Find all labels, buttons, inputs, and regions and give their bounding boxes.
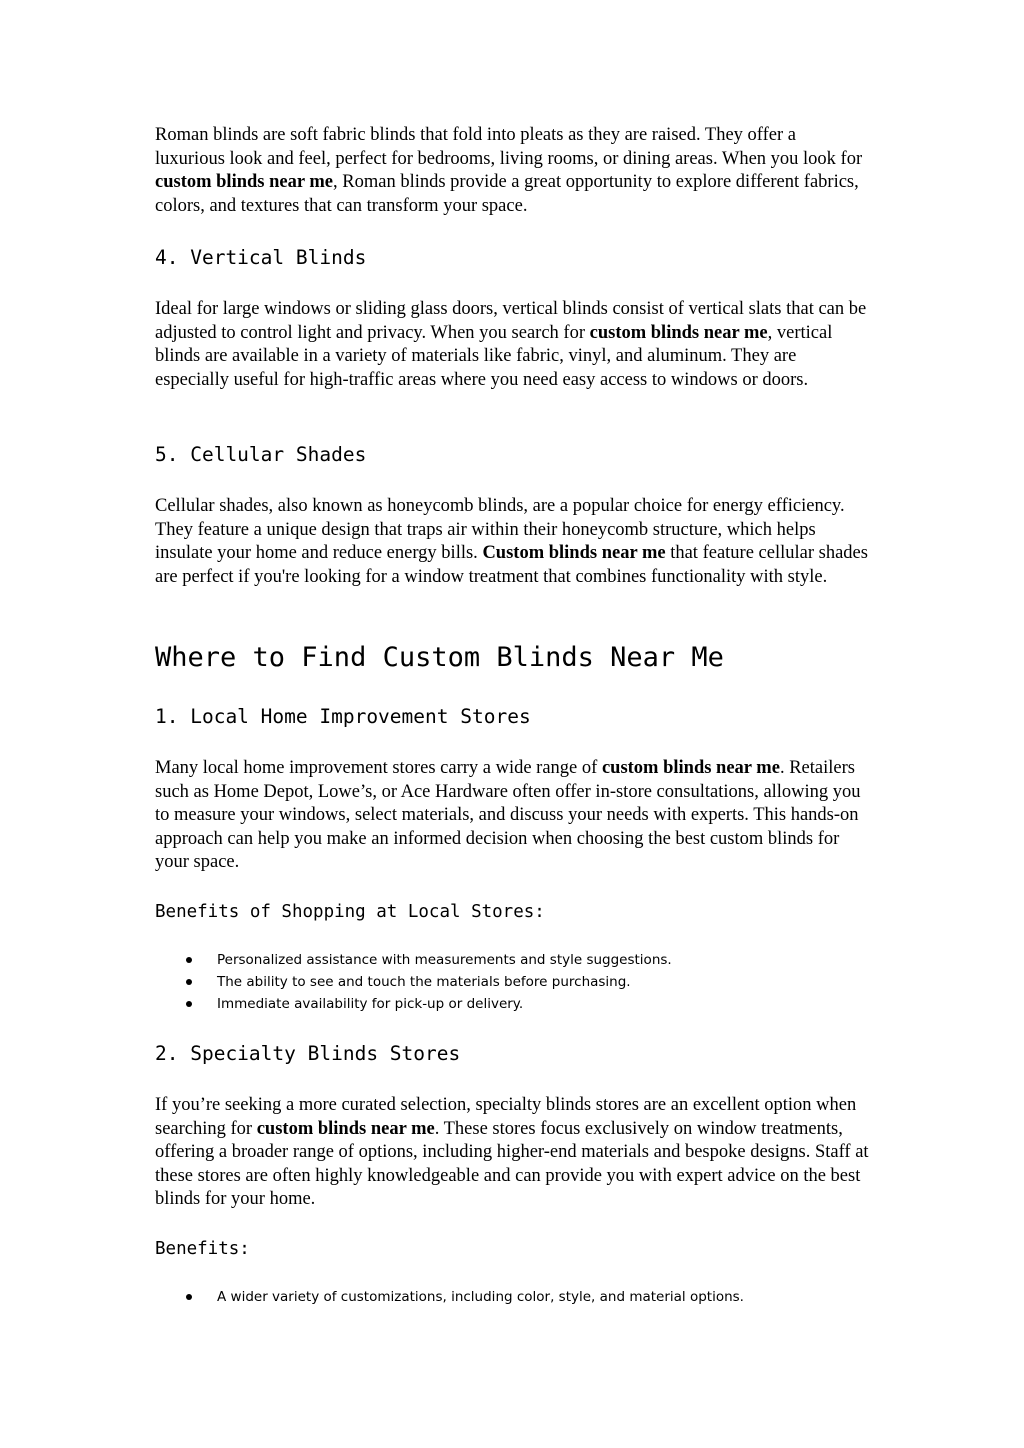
heading-local-stores: 1. Local Home Improvement Stores [155, 705, 531, 728]
text-span: . Retailers such as Home Depot, Lowe’s, or Ace Hardware often offer in-store consultations, allowing you to measure your windows, select materials, and discuss your needs with experts. This hands-on approach can help you make an informed decision when choosing the best custom blinds for your space. [155, 758, 861, 873]
bullet-icon [186, 1001, 192, 1007]
text-span: Ideal for large windows or sliding glass doors, vertical blinds consist of vertical slats that can be adjusted to control light and privacy. When you search for [155, 299, 867, 343]
bullet-icon [186, 957, 192, 963]
paragraph-vertical-blinds [155, 298, 870, 392]
heading-cellular-shades: 5. Cellular Shades [155, 443, 367, 466]
text-span: If you’re seeking a more curated selection, specialty blinds stores are an excellent option when searching for [155, 1095, 857, 1139]
label-benefits: Benefits: [155, 1239, 250, 1259]
paragraph-cellular-shades [155, 495, 870, 589]
heading-specialty-stores: 2. Specialty Blinds Stores [155, 1042, 461, 1065]
list-item-text: Immediate availability for pick-up or delivery. [217, 996, 524, 1012]
text-span: Cellular shades, also known as honeycomb blinds, are a popular choice for energy efficiency. They feature a unique design that traps air within their honeycomb structure, which helps insulate your home and reduce energy bills. [155, 496, 845, 564]
list-specialty-benefits [155, 1286, 870, 1308]
list-item-text: Personalized assistance with measurements and style suggestions. [217, 952, 672, 968]
keyword-bold: custom blinds near me [601, 758, 780, 778]
heading-where-to-find: Where to Find Custom Blinds Near Me [155, 642, 724, 673]
paragraph-roman-blinds [155, 124, 870, 218]
text-span: that feature cellular shades are perfect if you're looking for a window treatment that combines functionality with style. [155, 543, 868, 587]
bullet-icon [186, 1294, 192, 1300]
text-span: . These stores focus exclusively on window treatments, offering a broader range of options, including higher-end materials and bespoke designs. Staff at these stores are often highly knowledgeable and can provide you with expert advice on the best blinds for your home. [155, 1118, 869, 1210]
text-span: Roman blinds are soft fabric blinds that fold into pleats as they are raised. They offer a luxurious look and feel, perfect for bedrooms, living rooms, or dining areas. When you look for [155, 125, 863, 169]
paragraph-specialty-stores [155, 1094, 870, 1212]
list-item-text: A wider variety of customizations, including color, style, and material options. [217, 1289, 744, 1305]
list-item [155, 949, 870, 971]
text-span: Many local home improvement stores carry a wide range of [155, 758, 602, 778]
text-span: , vertical blinds are available in a variety of materials like fabric, vinyl, and aluminum. They are especially useful for high-traffic areas where you need easy access to windows or doors. [155, 322, 833, 390]
list-item-text: The ability to see and touch the materials before purchasing. [217, 974, 631, 990]
keyword-bold: custom blinds near me [589, 322, 768, 343]
list-item [155, 1286, 870, 1308]
keyword-bold: custom blinds near me [256, 1118, 435, 1139]
keyword-bold: custom blinds near me [155, 172, 333, 193]
keyword-bold: Custom blinds near me [482, 543, 666, 564]
list-item [155, 993, 870, 1015]
paragraph-local-stores [155, 757, 870, 875]
list-item [155, 971, 870, 993]
list-local-benefits [155, 949, 870, 1015]
text-span: , Roman blinds provide a great opportunity to explore different fabrics, colors, and textures that can transform your space. [155, 172, 859, 216]
bullet-icon [186, 979, 192, 985]
heading-vertical-blinds: 4. Vertical Blinds [155, 246, 367, 269]
label-local-benefits: Benefits of Shopping at Local Stores: [155, 902, 545, 922]
